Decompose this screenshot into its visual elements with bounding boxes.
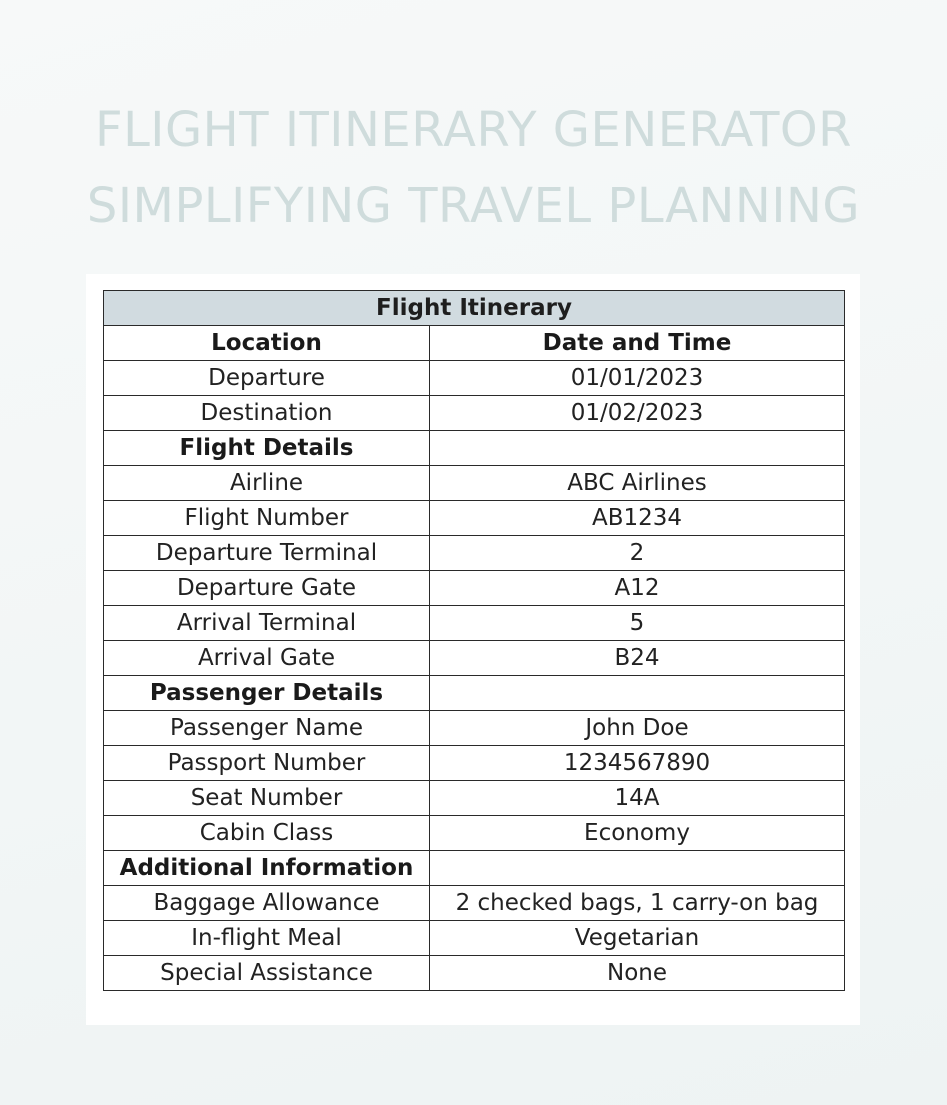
row-label: Airline <box>104 466 430 501</box>
row-value <box>430 676 845 711</box>
table-row <box>104 641 845 676</box>
table-row <box>104 361 845 396</box>
section-header: Passenger Details <box>104 676 430 711</box>
column-header-date-time: Date and Time <box>430 326 845 361</box>
row-label: Departure <box>104 361 430 396</box>
page-title-line-1: FLIGHT ITINERARY GENERATOR <box>94 102 853 158</box>
table-row <box>104 396 845 431</box>
row-value <box>430 431 845 466</box>
table-row <box>104 886 845 921</box>
section-header-row <box>104 431 845 466</box>
row-value: 2 <box>430 536 845 571</box>
row-label: Destination <box>104 396 430 431</box>
itinerary-table <box>103 290 845 991</box>
column-header-location: Location <box>104 326 430 361</box>
section-header: Flight Details <box>104 431 430 466</box>
table-row <box>104 571 845 606</box>
row-value: 1234567890 <box>430 746 845 781</box>
row-value: Economy <box>430 816 845 851</box>
row-label: Seat Number <box>104 781 430 816</box>
table-title-row <box>104 291 845 326</box>
table-row <box>104 746 845 781</box>
row-value: None <box>430 956 845 991</box>
row-label: In-flight Meal <box>104 921 430 956</box>
page-title-line-2: SIMPLIFYING TRAVEL PLANNING <box>86 178 861 234</box>
table-row <box>104 956 845 991</box>
row-label: Departure Gate <box>104 571 430 606</box>
row-label: Cabin Class <box>104 816 430 851</box>
table-row <box>104 711 845 746</box>
table-row <box>104 501 845 536</box>
row-value: 14A <box>430 781 845 816</box>
table-row <box>104 921 845 956</box>
row-value <box>430 851 845 886</box>
row-value: ABC Airlines <box>430 466 845 501</box>
column-header-row <box>104 326 845 361</box>
section-header-row <box>104 676 845 711</box>
row-value: AB1234 <box>430 501 845 536</box>
row-value: 5 <box>430 606 845 641</box>
table-row <box>104 536 845 571</box>
row-value: 2 checked bags, 1 carry-on bag <box>430 886 845 921</box>
row-label: Passenger Name <box>104 711 430 746</box>
row-label: Departure Terminal <box>104 536 430 571</box>
row-value: A12 <box>430 571 845 606</box>
row-label: Arrival Terminal <box>104 606 430 641</box>
table-row <box>104 816 845 851</box>
row-label: Special Assistance <box>104 956 430 991</box>
row-value: 01/02/2023 <box>430 396 845 431</box>
table-row <box>104 606 845 641</box>
table-title: Flight Itinerary <box>104 291 845 326</box>
row-value: 01/01/2023 <box>430 361 845 396</box>
row-label: Baggage Allowance <box>104 886 430 921</box>
row-label: Flight Number <box>104 501 430 536</box>
row-value: B24 <box>430 641 845 676</box>
row-value: John Doe <box>430 711 845 746</box>
page-title <box>0 92 947 244</box>
table-row <box>104 781 845 816</box>
section-header-row <box>104 851 845 886</box>
row-label: Passport Number <box>104 746 430 781</box>
table-row <box>104 466 845 501</box>
row-label: Arrival Gate <box>104 641 430 676</box>
row-value: Vegetarian <box>430 921 845 956</box>
section-header: Additional Information <box>104 851 430 886</box>
